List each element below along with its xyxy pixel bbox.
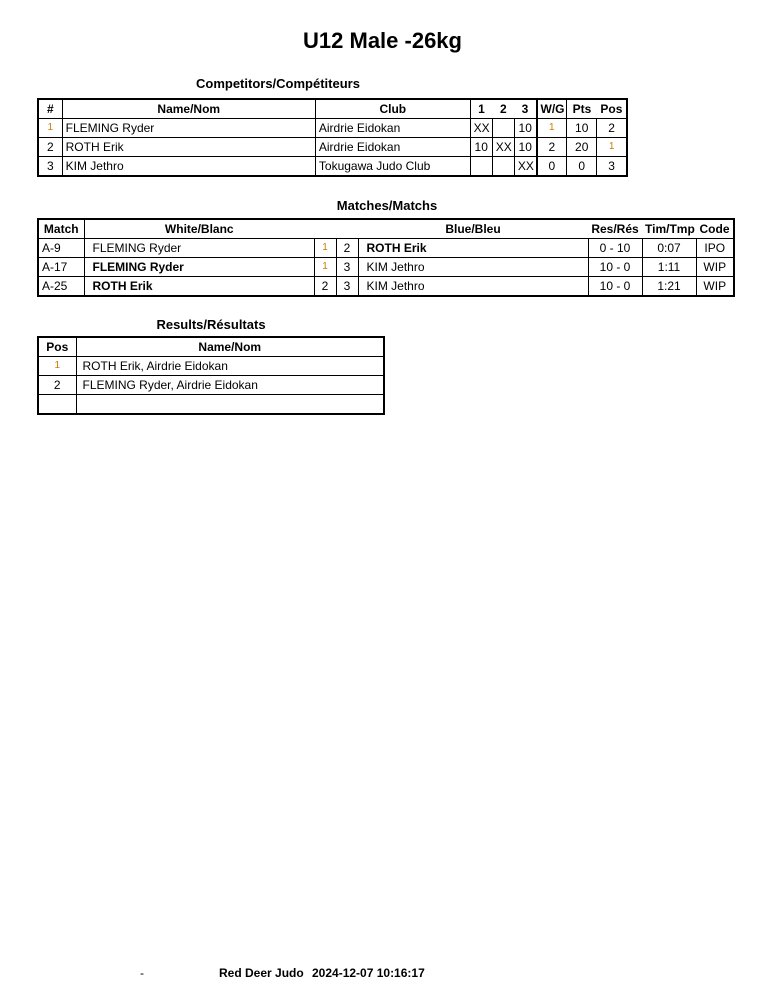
- result-name: ROTH Erik, Airdrie Eidokan: [76, 357, 384, 376]
- round-2-score: [492, 157, 514, 177]
- table-row: [38, 239, 734, 258]
- col-header-result: Res/Rés: [588, 219, 642, 239]
- col-header-blue-num: [336, 219, 358, 239]
- col-header-white-num: [314, 219, 336, 239]
- footer-timestamp: 2024-12-07 10:16:17: [312, 966, 425, 980]
- col-header-club: Club: [315, 99, 470, 119]
- match-result: 0 - 10: [588, 239, 642, 258]
- result-name: FLEMING Ryder, Airdrie Eidokan: [76, 376, 384, 395]
- competitor-club: Airdrie Eidokan: [315, 138, 470, 157]
- footer-dash: -: [140, 966, 144, 980]
- match-code: WIP: [696, 277, 734, 297]
- result-position: [38, 395, 76, 415]
- footer-organization: Red Deer Judo: [219, 966, 304, 980]
- table-row: [38, 277, 734, 297]
- col-header-code: Code: [696, 219, 734, 239]
- competitor-name: ROTH Erik: [62, 138, 315, 157]
- match-id: A-17: [38, 258, 84, 277]
- round-3-score: XX: [514, 157, 536, 177]
- col-header-name: Name/Nom: [76, 337, 384, 357]
- table-row: [38, 138, 627, 157]
- blue-player: KIM Jethro: [358, 277, 588, 297]
- round-1-score: 10: [470, 138, 492, 157]
- white-player-number: 2: [314, 277, 336, 297]
- table-row: [38, 157, 627, 177]
- competitor-number: 3: [38, 157, 62, 177]
- col-header-white: White/Blanc: [84, 219, 314, 239]
- match-time: 1:21: [642, 277, 696, 297]
- match-code: IPO: [696, 239, 734, 258]
- points-total: 0: [567, 157, 597, 177]
- competitor-number: 1: [38, 119, 62, 138]
- blue-player: KIM Jethro: [358, 258, 588, 277]
- matches-header-row: [38, 219, 734, 239]
- competitor-name: FLEMING Ryder: [62, 119, 315, 138]
- round-2-score: [492, 119, 514, 138]
- table-row: [38, 376, 384, 395]
- match-time: 1:11: [642, 258, 696, 277]
- match-result: 10 - 0: [588, 277, 642, 297]
- round-3-score: 10: [514, 119, 536, 138]
- matches-table: [37, 218, 735, 297]
- points-total: 20: [567, 138, 597, 157]
- round-2-score: XX: [492, 138, 514, 157]
- wins-count: 0: [537, 157, 567, 177]
- col-header-pos: Pos: [38, 337, 76, 357]
- col-header-match: Match: [38, 219, 84, 239]
- table-row: [38, 357, 384, 376]
- competitors-heading: Competitors/Compétiteurs: [196, 76, 360, 91]
- col-header-num: #: [38, 99, 62, 119]
- col-header-blue: Blue/Bleu: [358, 219, 588, 239]
- wins-count: 1: [537, 119, 567, 138]
- white-player: ROTH Erik: [84, 277, 314, 297]
- competitor-club: Airdrie Eidokan: [315, 119, 470, 138]
- competitors-header-row: [38, 99, 627, 119]
- col-header-wg: W/G: [537, 99, 567, 119]
- match-code: WIP: [696, 258, 734, 277]
- final-position: 1: [597, 138, 627, 157]
- results-heading: Results/Résultats: [156, 317, 266, 332]
- match-result: 10 - 0: [588, 258, 642, 277]
- competitor-number: 2: [38, 138, 62, 157]
- competitor-name: KIM Jethro: [62, 157, 315, 177]
- result-position: 1: [38, 357, 76, 376]
- col-header-pts: Pts: [567, 99, 597, 119]
- blue-player-number: 2: [336, 239, 358, 258]
- match-id: A-9: [38, 239, 84, 258]
- col-header-round-1: 1: [470, 99, 492, 119]
- final-position: 2: [597, 119, 627, 138]
- col-header-pos: Pos: [597, 99, 627, 119]
- competitor-club: Tokugawa Judo Club: [315, 157, 470, 177]
- white-player-number: 1: [314, 239, 336, 258]
- results-table: [37, 336, 385, 415]
- match-id: A-25: [38, 277, 84, 297]
- white-player: FLEMING Ryder: [84, 239, 314, 258]
- blue-player-number: 3: [336, 258, 358, 277]
- table-row: [38, 395, 384, 415]
- matches-heading: Matches/Matchs: [336, 198, 438, 213]
- col-header-name: Name/Nom: [62, 99, 315, 119]
- round-3-score: 10: [514, 138, 536, 157]
- table-row: [38, 119, 627, 138]
- table-row: [38, 258, 734, 277]
- col-header-round-3: 3: [514, 99, 536, 119]
- blue-player: ROTH Erik: [358, 239, 588, 258]
- white-player-number: 1: [314, 258, 336, 277]
- page-title: U12 Male -26kg: [303, 28, 462, 53]
- final-position: 3: [597, 157, 627, 177]
- match-time: 0:07: [642, 239, 696, 258]
- points-total: 10: [567, 119, 597, 138]
- round-1-score: XX: [470, 119, 492, 138]
- col-header-time: Tim/Tmp: [642, 219, 696, 239]
- competitors-table: [37, 98, 628, 177]
- blue-player-number: 3: [336, 277, 358, 297]
- result-name: [76, 395, 384, 415]
- col-header-round-2: 2: [492, 99, 514, 119]
- round-1-score: [470, 157, 492, 177]
- result-position: 2: [38, 376, 76, 395]
- white-player: FLEMING Ryder: [84, 258, 314, 277]
- results-header-row: [38, 337, 384, 357]
- wins-count: 2: [537, 138, 567, 157]
